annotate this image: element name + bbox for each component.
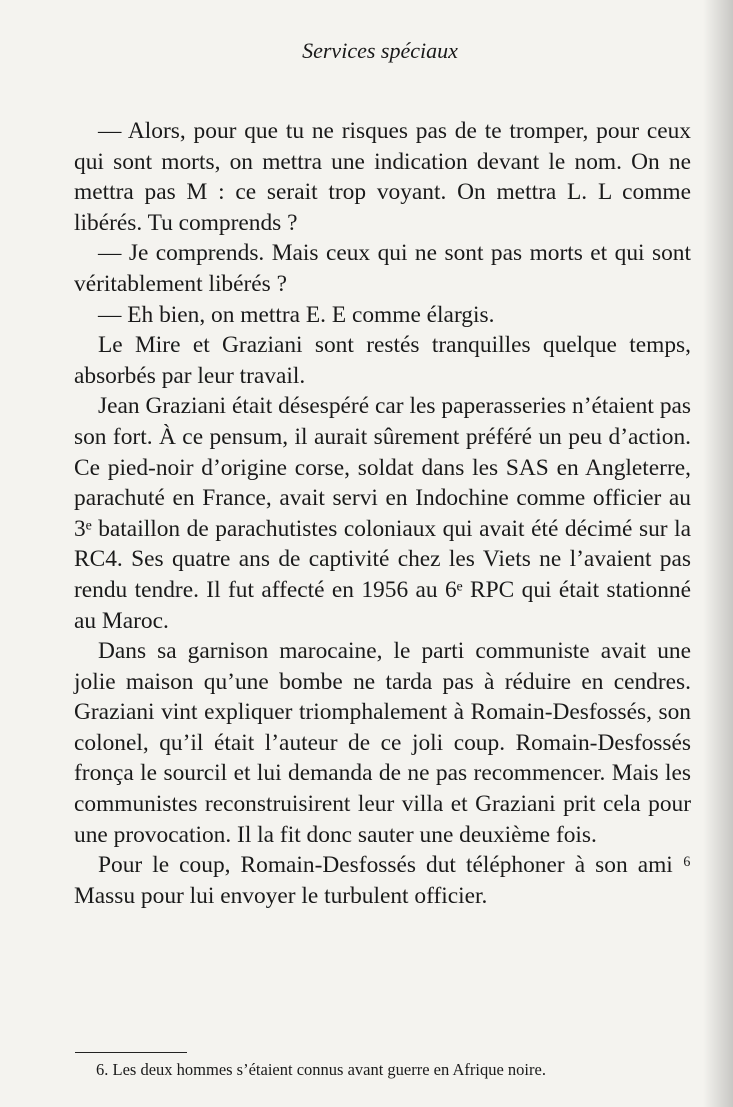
paragraph-2: — Je comprends. Mais ceux qui ne sont pas morts et qui sont véritablement libérés ? (74, 240, 691, 297)
footnote-rule (75, 1052, 187, 1053)
paragraph-1: — Alors, pour que tu ne risques pas de te tromper, pour ceux qui sont morts, on mettra une indication devant le nom. On ne mettra pas M : ce serait trop voyant. On mettra L. L comme libérés. Tu comprends ? (74, 118, 691, 236)
page-edge-shadow (703, 0, 733, 1107)
body-text (74, 116, 691, 911)
paragraph-7: Pour le coup, Romain-Desfossés dut téléphoner à son ami ⁶ Massu pour lui envoyer le turbulent officier. (74, 852, 691, 909)
footnote: 6. Les deux hommes s’étaient connus avant guerre en Afrique noire. (96, 1060, 546, 1079)
paragraph-5: Jean Graziani était désespéré car les paperasseries n’étaient pas son fort. À ce pensum, il aurait sûrement préféré un peu d’action. Ce pied-noir d’origine corse, soldat dans les SAS en Angleterre, parachuté en France, avait servi en Indochine comme officier au 3ᵉ bataillon de parachutistes coloniaux qui avait été décimé sur la RC4. Ses quatre ans de captivité chez les Viets ne l’avaient pas rendu tendre. Il fut affecté en 1956 au 6ᵉ RPC qui était stationné au Maroc. (74, 393, 691, 634)
running-head: Services spéciaux (302, 38, 458, 63)
paragraph-4: Le Mire et Graziani sont restés tranquilles quelque temps, absorbés par leur travail. (74, 332, 691, 389)
paragraph-3: — Eh bien, on mettra E. E comme élargis. (98, 301, 495, 328)
paragraph-6: Dans sa garnison marocaine, le parti communiste avait une jolie maison qu’une bombe ne tarda pas à réduire en cendres. Graziani vint expliquer triomphalement à Romain-Desfossés, son colonel, qu’il était l’auteur de ce joli coup. Romain-Desfossés fronça le sourcil et lui demanda de ne pas recommencer. Mais les communistes reconstruisirent leur villa et Graziani prit cela pour une provocation. Il la fit donc sauter une deuxième fois. (74, 638, 691, 848)
